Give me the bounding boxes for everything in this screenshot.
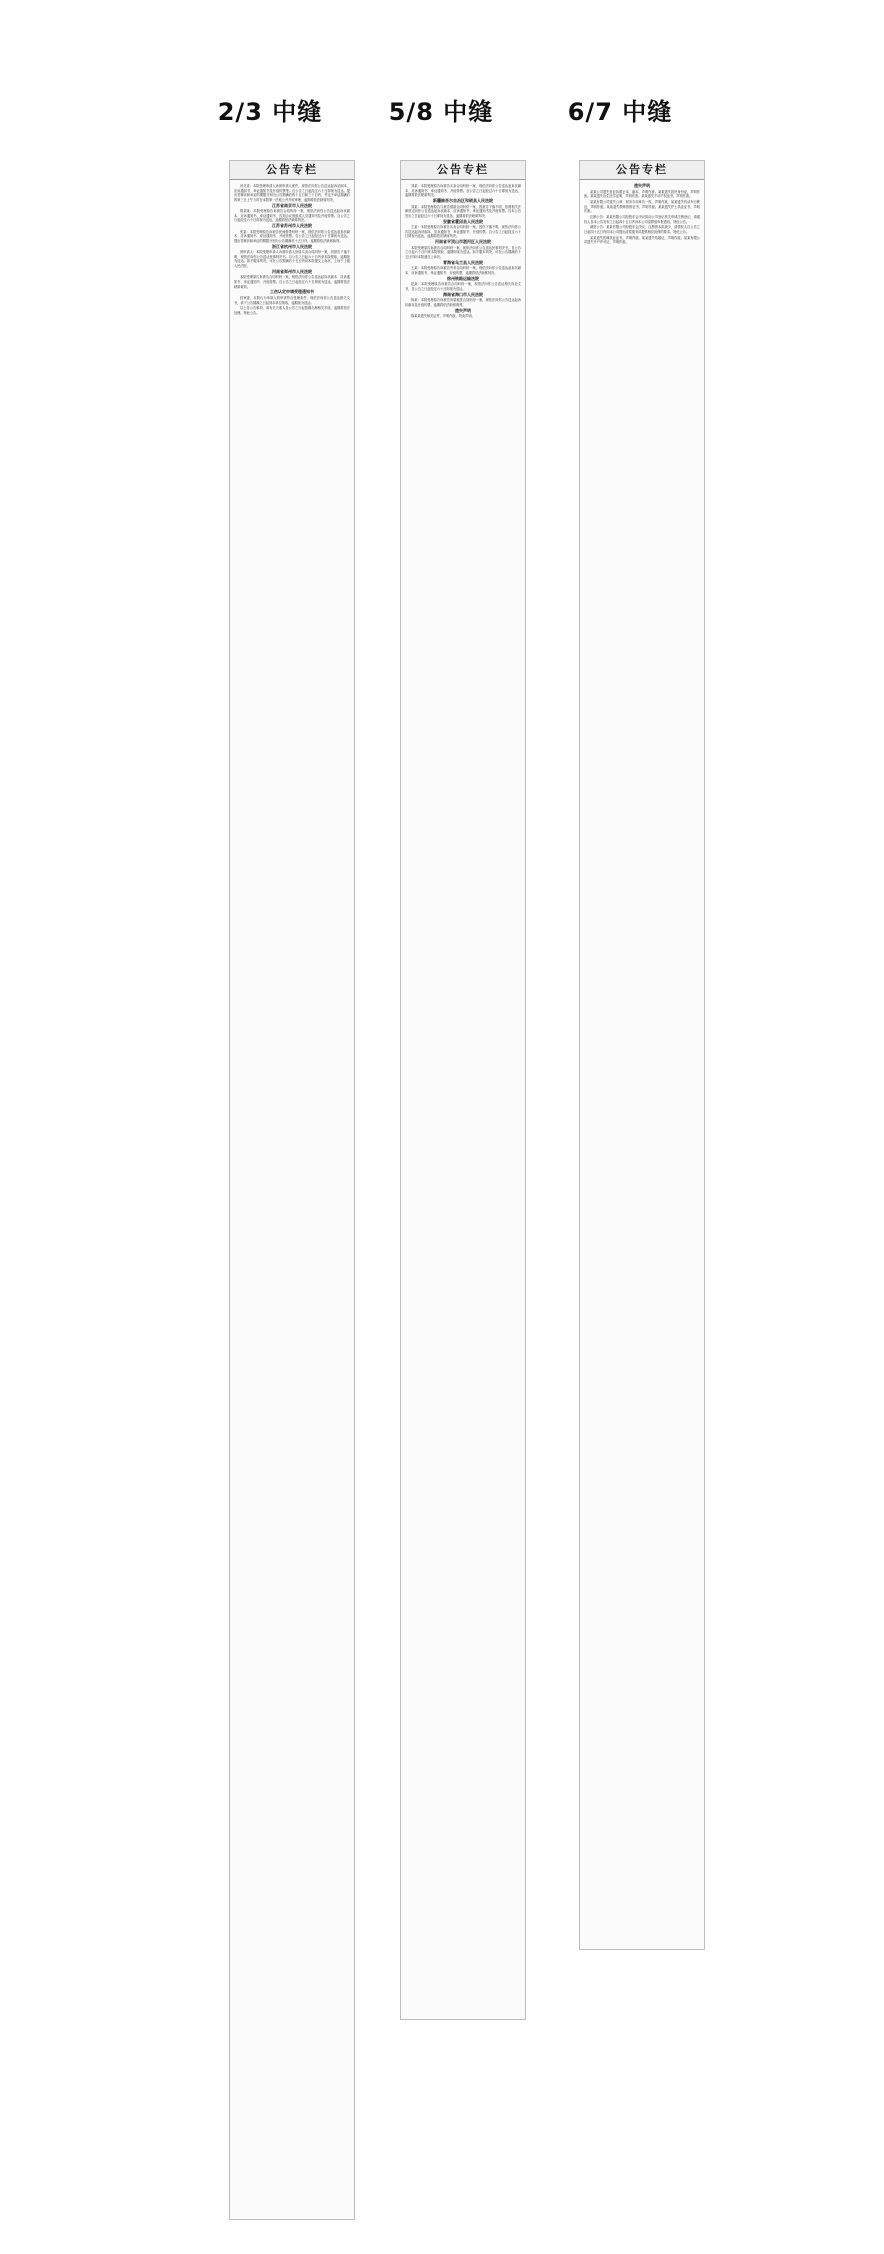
notice-text: 刘某：本院受理原告诉被告买卖合同纠纷一案，现依法向你公告送达起诉状副本、应诉通知书、举证通知书、开庭传票。自公告之日起经过六十日即视为送达，逾期将依法缺席判决。 <box>405 184 521 198</box>
notice-heading: 海南省海口市人民法院 <box>443 291 483 297</box>
notice-heading: 徐州铁路运输法院 <box>447 275 479 281</box>
notice-text: 王某：本院受理原告诉被告劳务合同纠纷一案，现依法向你公告送达起诉状副本、应诉通知书、举证通知书、开庭传票，逾期将依法缺席判决。 <box>405 266 521 275</box>
notice-text: 张某：本院受理原告诉被告民间借贷纠纷一案，现依法向你公告送达起诉状副本、应诉通知书、举证通知书、开庭传票。自公告之日起经过六十日即视为送达。提出答辩状和举证的期限分别为公告期满后十五日内，逾期将依法缺席裁判。 <box>234 229 350 243</box>
notice-text: 某某公司遗失营业执照正本、副本，声明作废。某某遗失居民身份证，声明作废。某某遗失出生医学证明，声明作废。某某遗失不动产权证书，声明作废。 <box>584 189 700 199</box>
notice-heading: 安徽省霍邱县人民法院 <box>443 218 483 224</box>
notice-text: 刘某：本院受理原告与被告借款合同纠纷一案，因被告下落不明，依照相关法律规定向你公告送达起诉状副本、应诉通知书、举证通知书及开庭传票。自本公告发出之日起经过六十日即视为送达，逾期将依法缺席判决。 <box>405 204 521 218</box>
notice-heading: 新疆维吾尔自治区和硕县人民法院 <box>433 197 493 203</box>
notice-text: 本院受理原告诉被告合同纠纷一案，现依法向你公告送达起诉状副本、应诉通知书、举证通知书、开庭传票。自公告之日起经过六十日即视为送达，逾期将依法缺席裁判。 <box>234 275 350 289</box>
notice-heading: 浙江省杭州市人民法院 <box>272 243 312 249</box>
notice-text: 减资公告：某某有限公司经股东会决议，注册资本拟减少，请债权人自公告之日起四十五日内向本公司提出清偿债务或提供相应担保的要求。特此公告。 <box>584 225 700 234</box>
notice-column <box>229 160 355 2220</box>
notice-heading: 河南省郑州市人民法院 <box>272 268 312 274</box>
notice-text: 被申请人：本院受理申请人诉被申请人房屋买卖合同纠纷一案，因被告下落不明，现依法向你公告送达民事判决书。自公告之日起六十日内来本院领取，逾期视为送达。如不服本判决，可在公告期满后十五日内向本院递交上诉状，上诉于上级人民法院。 <box>234 250 350 269</box>
column-title: 5/8 中缝 <box>388 98 494 126</box>
notice-text: 某某有限公司遗失公章、财务专用章各一枚，声明作废。某某遗失机动车行驶证，声明作废。某某遗失教师资格证书，声明作废。某某遗失护士执业证书，声明作废。 <box>584 199 700 214</box>
notice-text: 胡某某：本院受理原告诉被告合同纠纷一案，现依法向你公告送达起诉状副本、应诉通知书、举证通知书、告知合议庭组成人员通知书及开庭传票。自公告之日起经过六十日即视为送达，逾期将依法缺席判决。 <box>234 209 350 223</box>
notice-text: 以上各公告事项，请有关当事人自公告之日起按期办理相关手续，逾期将依法处理。特此公告。 <box>234 306 350 315</box>
notice-text: 赵某：本院受理原告诉被告合同纠纷一案，现依法向你公告送达相关诉讼文书，自公告之日起经过六十日即视为送达。 <box>405 282 521 291</box>
notice-text: 注销公告：某某有限公司经股东会决议拟向公司登记机关申请注销登记，请债权人自本公告发布之日起四十五日内向本公司清算组申报债权。特此公告。 <box>584 214 700 224</box>
notice-heading: 河南省平顶山市湛河区人民法院 <box>435 239 491 245</box>
column-title: 6/7 中缝 <box>567 98 673 126</box>
notice-text: 陈某某遗失相关证件，声明作废。特此声明。 <box>411 314 475 319</box>
column-header: 公告专栏 <box>401 161 525 180</box>
notice-column <box>400 160 526 2020</box>
notice-text: 某某遗失医师执业证书，声明作废。某某遗失结婚证，声明作废。某某有限公司遗失开户许可证，声明作废。 <box>584 235 700 245</box>
notice-heading: 工伤认定申请受理通知书 <box>270 289 314 295</box>
column-title: 2/3 中缝 <box>217 98 323 126</box>
notice-column <box>579 160 705 1950</box>
notice-heading: 遗失声明 <box>455 307 471 313</box>
notice-text: 经审查，本院认为申请人的申请符合受理条件，现依法向你公告送达相关文书，请于公告期满之日起到本单位领取，逾期视为送达。 <box>234 296 350 305</box>
column-header: 公告专栏 <box>230 161 354 180</box>
notice-heading: 遗失声明 <box>634 183 650 188</box>
notice-heading: 江苏省苏州市人民法院 <box>272 223 312 229</box>
notice-text: 王某：本院受理原告诉被告买卖合同纠纷一案，因你下落不明，现依法向你公告送达起诉状副本、应诉通知书、举证通知书、开庭传票。自公告之日起经过六十日即视为送达，逾期将依法缺席判决。 <box>405 225 521 239</box>
notice-heading: 江苏省南京市人民法院 <box>272 202 312 208</box>
column-header: 公告专栏 <box>580 161 704 180</box>
notice-text: 本院受理原告诉被告合同纠纷一案，现依法向你公告送达民事判决书。自公告之日起六十日内来本院领取，逾期即视为送达。如不服本判决，可在公告期满后十五日内向本院递交上诉状。 <box>405 245 521 259</box>
notice-body <box>401 180 525 323</box>
notice-heading: 青海省乌兰县人民法院 <box>443 259 483 265</box>
notice-body <box>230 180 354 320</box>
notice-body <box>580 180 704 249</box>
notice-text: 河北省：本院受理申请人诉被申请人案件，现依法向你公告送达起诉状副本、应诉通知书、举证通知书及开庭传票等。自公告之日起经过六十日即视为送达。提出答辩状和举证的期限分别为公告期满后的十五日和三十日内，并定于举证期满后的第三日上午九时在本院第一法庭公开开庭审理，逾期将依法缺席判决。 <box>234 184 350 202</box>
notice-text: 杨某：本院受理原告诉被告房屋租赁合同纠纷一案，现依法向你公告送达起诉状副本及开庭传票，逾期将依法缺席裁判。 <box>405 298 521 307</box>
